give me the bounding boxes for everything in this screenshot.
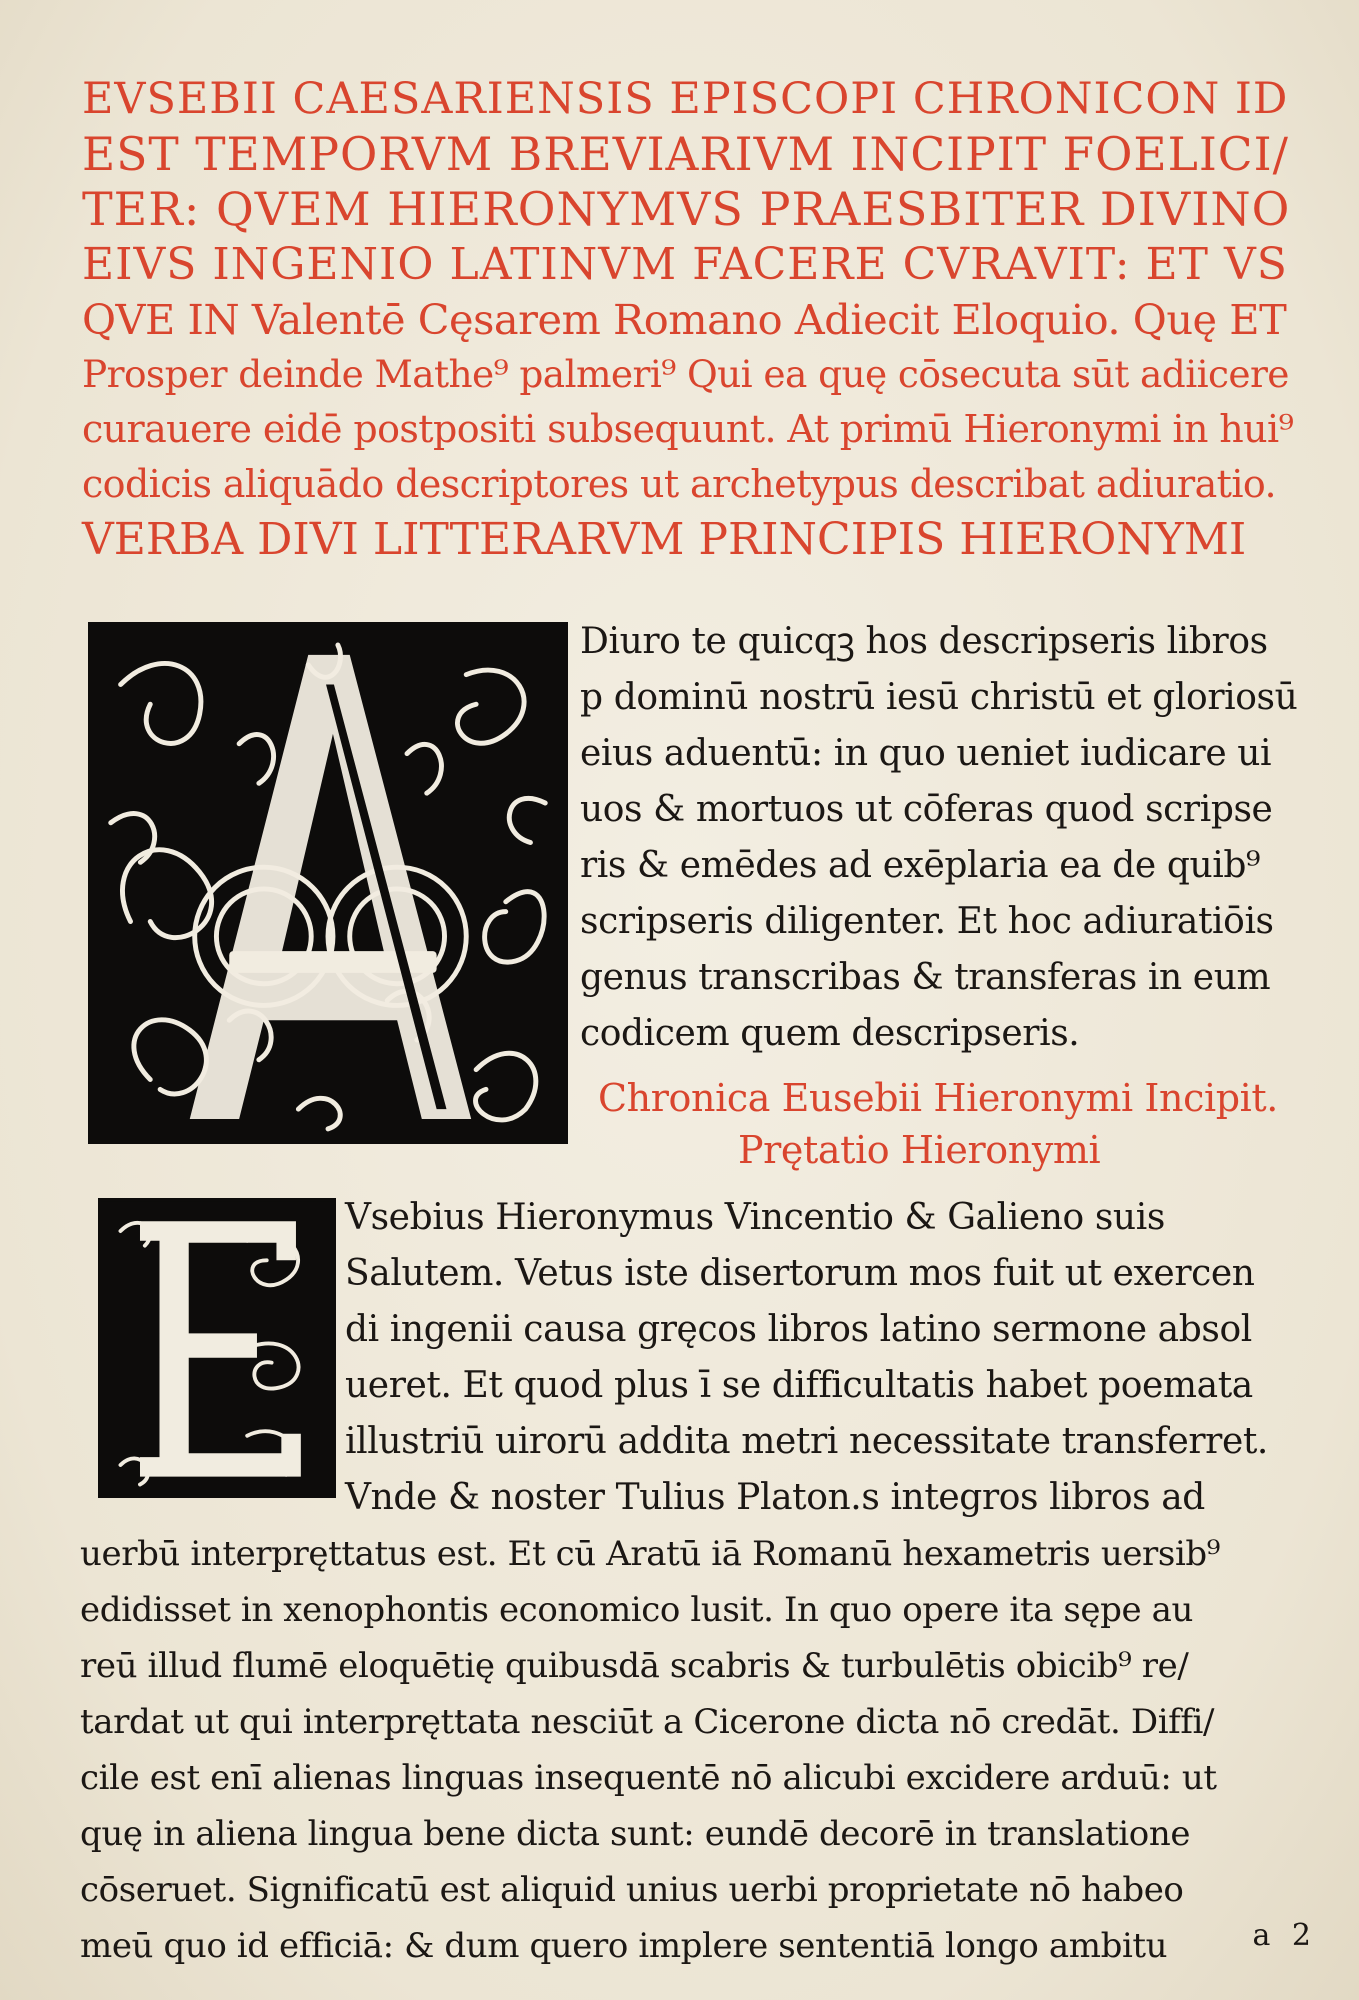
adiuratio-line: uos & mortuos ut cōferas quod scripse xyxy=(580,789,1273,830)
adiuratio-line: eius aduentū: in quo ueniet iudicare ui xyxy=(580,733,1272,774)
prefatio-line: cōseruet. Significatū est aliquid unius uerbi proprietate nō habeo xyxy=(80,1870,1184,1910)
prefatio-line: meū quo id efficiā: & dum quero implere sententiā longo ambitu xyxy=(80,1926,1168,1966)
prefatio-line: tardat ut qui interpręttata nesciūt a Cicerone dicta nō credāt. Diffi/ xyxy=(80,1702,1215,1742)
heading-line: codicis aliquādo descriptores ut archetypus describat adiuratio. xyxy=(82,462,1276,506)
decorated-initial-a xyxy=(88,622,568,1144)
heading-line: VERBA DIVI LITTERARVM PRINCIPIS HIERONYMI xyxy=(82,514,1247,565)
heading-line: Prosper deinde Mathe⁹ palmeri⁹ Qui ea quę cōsecuta sūt adiicere xyxy=(82,352,1289,396)
prefatio-line: quę in aliena lingua bene dicta sunt: eundē decorē in translatione xyxy=(80,1814,1191,1854)
decorated-initial-e xyxy=(98,1198,336,1498)
heading-line: QVE IN Valentē Cęsarem Romano Adiecit Eloquio. Quę ET xyxy=(82,295,1287,344)
prefatio-line: reū illud flumē eloquētię quibusdā scabris & turbulētis obicib⁹ re/ xyxy=(80,1646,1189,1686)
initial-e-ornament-icon xyxy=(101,1201,333,1495)
prefatio-line: edidisset in xenophontis economico lusit. In quo opere ita sępe au xyxy=(80,1590,1194,1630)
heading-line: curauere eidē postpositi subsequunt. At primū Hieronymi in hui⁹ xyxy=(82,407,1294,451)
adiuratio-line: genus transcribas & transferas in eum xyxy=(580,957,1271,998)
heading-line: TER: QVEM HIERONYMVS PRAESBITER DIVINO xyxy=(82,182,1291,236)
prefatio-line: ueret. Et quod plus ī se difficultatis habet poemata xyxy=(345,1365,1253,1406)
heading-line: EIVS INGENIO LATINVM FACERE CVRAVIT: ET VS xyxy=(82,239,1288,290)
prefatio-line: cile est enī alienas linguas insequentē nō alicubi excidere arduū: ut xyxy=(80,1758,1217,1798)
chronica-title: Chronica Eusebii Hieronymi Incipit. xyxy=(598,1076,1278,1120)
adiuratio-line: Diuro te quicqꝫ hos descripseris libros xyxy=(580,621,1268,662)
prefatio-line: di ingenii causa gręcos libros latino sermone absol xyxy=(345,1309,1252,1350)
prefatio-line: uerbū interpręttatus est. Et cū Aratū iā Romanū hexametris uersib⁹ xyxy=(80,1534,1221,1574)
prefatio-line: Salutem. Vetus iste disertorum mos fuit ut exercen xyxy=(345,1253,1255,1294)
adiuratio-line: ris & emēdes ad exēplaria ea de quib⁹ xyxy=(580,845,1261,886)
prefatio-title: Prętatio Hieronymi xyxy=(738,1128,1101,1172)
heading-line: EST TEMPORVM BREVIARIVM INCIPIT FOELICI/ xyxy=(82,128,1289,181)
adiuratio-line: scripseris diligenter. Et hoc adiuratiōis xyxy=(580,901,1274,942)
initial-a-ornament-icon xyxy=(91,625,565,1141)
heading-line: EVSEBII CAESARIENSIS EPISCOPI CHRONICON ID xyxy=(82,74,1289,124)
prefatio-line: illustriū uirorū addita metri necessitate transferret. xyxy=(345,1421,1268,1462)
adiuratio-line: p dominū nostrū iesū christū et gloriosū xyxy=(580,677,1298,718)
folio-signature: a 2 xyxy=(1252,1918,1317,1953)
adiuratio-line: codicem quem descripseris. xyxy=(580,1013,1080,1054)
prefatio-line: Vnde & noster Tulius Platon.s integros libros ad xyxy=(345,1477,1205,1518)
prefatio-line: Vsebius Hieronymus Vincentio & Galieno suis xyxy=(345,1197,1165,1238)
